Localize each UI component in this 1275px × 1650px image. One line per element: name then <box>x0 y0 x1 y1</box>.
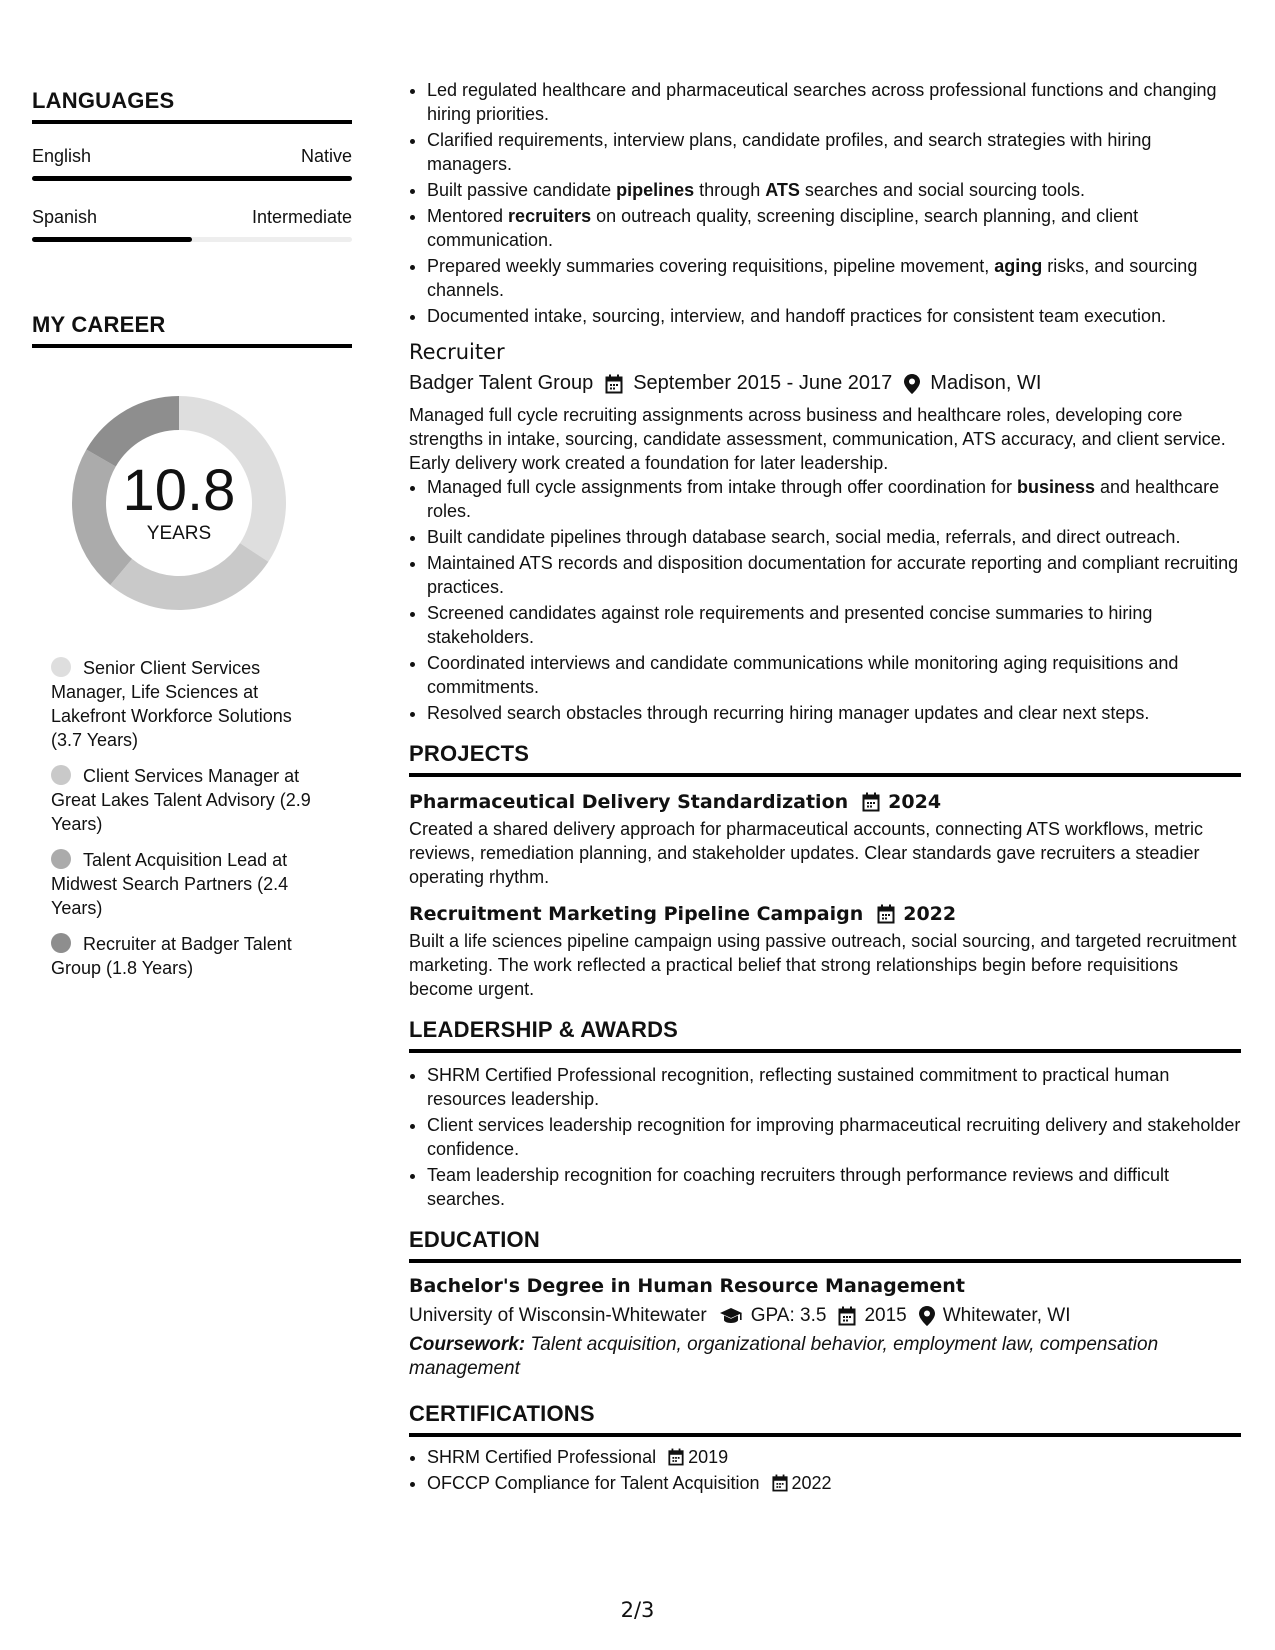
right-column <box>409 78 1241 1497</box>
certifications-title: CERTIFICATIONS <box>409 1401 1241 1437</box>
language-level-fill <box>32 237 192 242</box>
project-year: 2022 <box>903 903 957 925</box>
legend-label: Talent Acquisition Lead at Midwest Search Partners (2.4 Years) <box>51 850 289 918</box>
job-location: Madison, WI <box>930 372 1042 394</box>
legend-label: Senior Client Services Manager, Life Sciences at Lakefront Workforce Solutions (3.7 Years) <box>51 658 292 750</box>
bullet-item: • Managed full cycle assignments from intake through offer coordination for business and healthcare roles. <box>427 475 1241 523</box>
certification-item <box>427 1445 1241 1469</box>
bullet-item: • Built candidate pipelines through database search, social media, referrals, and direct outreach. <box>427 525 1241 549</box>
bullet-item: • Maintained ATS records and disposition documentation for accurate reporting and compliant recruiting practices. <box>427 551 1241 599</box>
education-school: University of Wisconsin-Whitewater <box>409 1305 707 1326</box>
legend-label: Recruiter at Badger Talent Group (1.8 Years) <box>51 934 292 978</box>
calendar-icon <box>668 1448 684 1466</box>
job-dates: September 2015 - June 2017 <box>633 372 893 394</box>
certification-year: 2022 <box>791 1473 832 1493</box>
languages-section <box>32 88 352 242</box>
awards-title: LEADERSHIP & AWARDS <box>409 1017 1241 1053</box>
graduation-cap-icon <box>719 1307 743 1325</box>
job-title: Recruiter <box>409 340 505 364</box>
education-year: 2015 <box>864 1305 907 1326</box>
project-year: 2024 <box>888 791 942 813</box>
job-summary: Managed full cycle recruiting assignments across business and healthcare roles, developing core strengths in intake, sourcing, candidate assessment, communication, ATS accuracy, and client service. Early delivery work created a foundation for later leadership. <box>409 405 1226 473</box>
job-company: Badger Talent Group <box>409 372 594 394</box>
project-name: Pharmaceutical Delivery Standardization <box>409 791 849 813</box>
previous-job-bullets <box>409 78 1241 328</box>
language-level-fill <box>32 176 352 181</box>
legend-label: Client Services Manager at Great Lakes Talent Advisory (2.9 Years) <box>51 766 311 834</box>
language-level: Intermediate <box>251 207 352 227</box>
bullet-item: • Coordinated interviews and candidate communications while monitoring aging requisitions and commitments. <box>427 651 1241 699</box>
calendar-icon <box>605 374 623 394</box>
bullet-item: • Prepared weekly summaries covering requisitions, pipeline movement, aging risks, and sourcing channels. <box>427 254 1241 302</box>
job-entry <box>409 340 1241 725</box>
career-section <box>32 312 352 980</box>
award-item: • Client services leadership recognition for improving pharmaceutical recruiting delivery and stakeholder confidence. <box>427 1113 1241 1161</box>
projects-title: PROJECTS <box>409 741 1241 777</box>
career-legend <box>51 656 321 980</box>
bullet-item: • Resolved search obstacles through recurring hiring manager updates and clear next steps. <box>427 701 1241 725</box>
education-location: Whitewater, WI <box>942 1305 1071 1326</box>
job-meta <box>409 372 1241 395</box>
award-item: • Team leadership recognition for coaching recruiters through performance reviews and difficult searches. <box>427 1163 1241 1211</box>
career-title: MY CAREER <box>32 312 352 348</box>
bullet-item: • Led regulated healthcare and pharmaceutical searches across professional functions and changing hiring priorities. <box>427 78 1241 126</box>
bullet-item: • Documented intake, sourcing, interview, and handoff practices for consistent team execution. <box>427 304 1241 328</box>
bullet-item: • Built passive candidate pipelines through ATS searches and social sourcing tools. <box>427 178 1241 202</box>
legend-item <box>51 656 321 752</box>
certification-name: • SHRM Certified Professional <box>427 1447 657 1467</box>
projects-section <box>409 741 1241 1001</box>
legend-dot <box>51 849 71 869</box>
bullet-item: • Clarified requirements, interview plans, candidate profiles, and search strategies with hiring managers. <box>427 128 1241 176</box>
awards-section <box>409 1017 1241 1211</box>
language-name: English <box>32 146 92 166</box>
left-column <box>32 88 352 992</box>
certifications-list <box>409 1445 1241 1495</box>
legend-dot <box>51 657 71 677</box>
location-pin-icon <box>904 374 920 394</box>
education-gpa: GPA: 3.5 <box>750 1305 827 1326</box>
career-donut-chart <box>64 388 294 618</box>
language-level-bar <box>32 176 352 181</box>
coursework-text: Talent acquisition, organizational behavior, employment law, compensation management <box>409 1334 1159 1379</box>
project-item <box>409 791 1241 889</box>
certification-name: • OFCCP Compliance for Talent Acquisition <box>427 1473 760 1493</box>
bullet-item: • Mentored recruiters on outreach quality, screening discipline, search planning, and client communication. <box>427 204 1241 252</box>
education-meta <box>409 1305 1241 1327</box>
awards-list <box>409 1063 1241 1211</box>
legend-dot <box>51 765 71 785</box>
language-level: Native <box>300 146 352 166</box>
legend-item <box>51 764 321 836</box>
location-pin-icon <box>919 1306 935 1326</box>
language-item <box>32 207 352 242</box>
education-title: EDUCATION <box>409 1227 1241 1263</box>
career-total-years: 10.8 <box>122 458 236 523</box>
page-number: 2/3 <box>620 1598 655 1622</box>
education-degree: Bachelor's Degree in Human Resource Management <box>409 1275 965 1297</box>
language-level-bar <box>32 237 352 242</box>
legend-item <box>51 848 321 920</box>
language-name: Spanish <box>32 207 98 227</box>
award-item: • SHRM Certified Professional recognition, reflecting sustained commitment to practical human resources leadership. <box>427 1063 1241 1111</box>
certifications-section <box>409 1401 1241 1495</box>
education-coursework <box>409 1333 1241 1381</box>
language-item <box>32 146 352 181</box>
project-description: Created a shared delivery approach for pharmaceutical accounts, connecting ATS workflows, metric reviews, remediation planning, and stakeholder updates. Clear standards gave recruiters a steadier operating rhythm. <box>409 819 1204 887</box>
job-bullets <box>409 475 1241 725</box>
certification-item <box>427 1471 1241 1495</box>
education-section <box>409 1227 1241 1381</box>
calendar-icon <box>838 1306 856 1326</box>
project-name: Recruitment Marketing Pipeline Campaign <box>409 903 864 925</box>
career-total-unit: YEARS <box>146 523 212 544</box>
project-item <box>409 903 1241 1001</box>
bullet-item: • Screened candidates against role requirements and presented concise summaries to hiring stakeholders. <box>427 601 1241 649</box>
languages-title: LANGUAGES <box>32 88 352 124</box>
calendar-icon <box>877 904 895 924</box>
legend-dot <box>51 933 71 953</box>
calendar-icon <box>862 792 880 812</box>
coursework-label: Coursework: <box>409 1334 526 1355</box>
certification-year: 2019 <box>688 1447 729 1467</box>
project-description: Built a life sciences pipeline campaign using passive outreach, social sourcing, and targeted recruitment marketing. The work reflected a practical belief that strong relationships begin before requisitions become urgent. <box>409 931 1237 999</box>
legend-item <box>51 932 321 980</box>
calendar-icon <box>772 1474 788 1492</box>
